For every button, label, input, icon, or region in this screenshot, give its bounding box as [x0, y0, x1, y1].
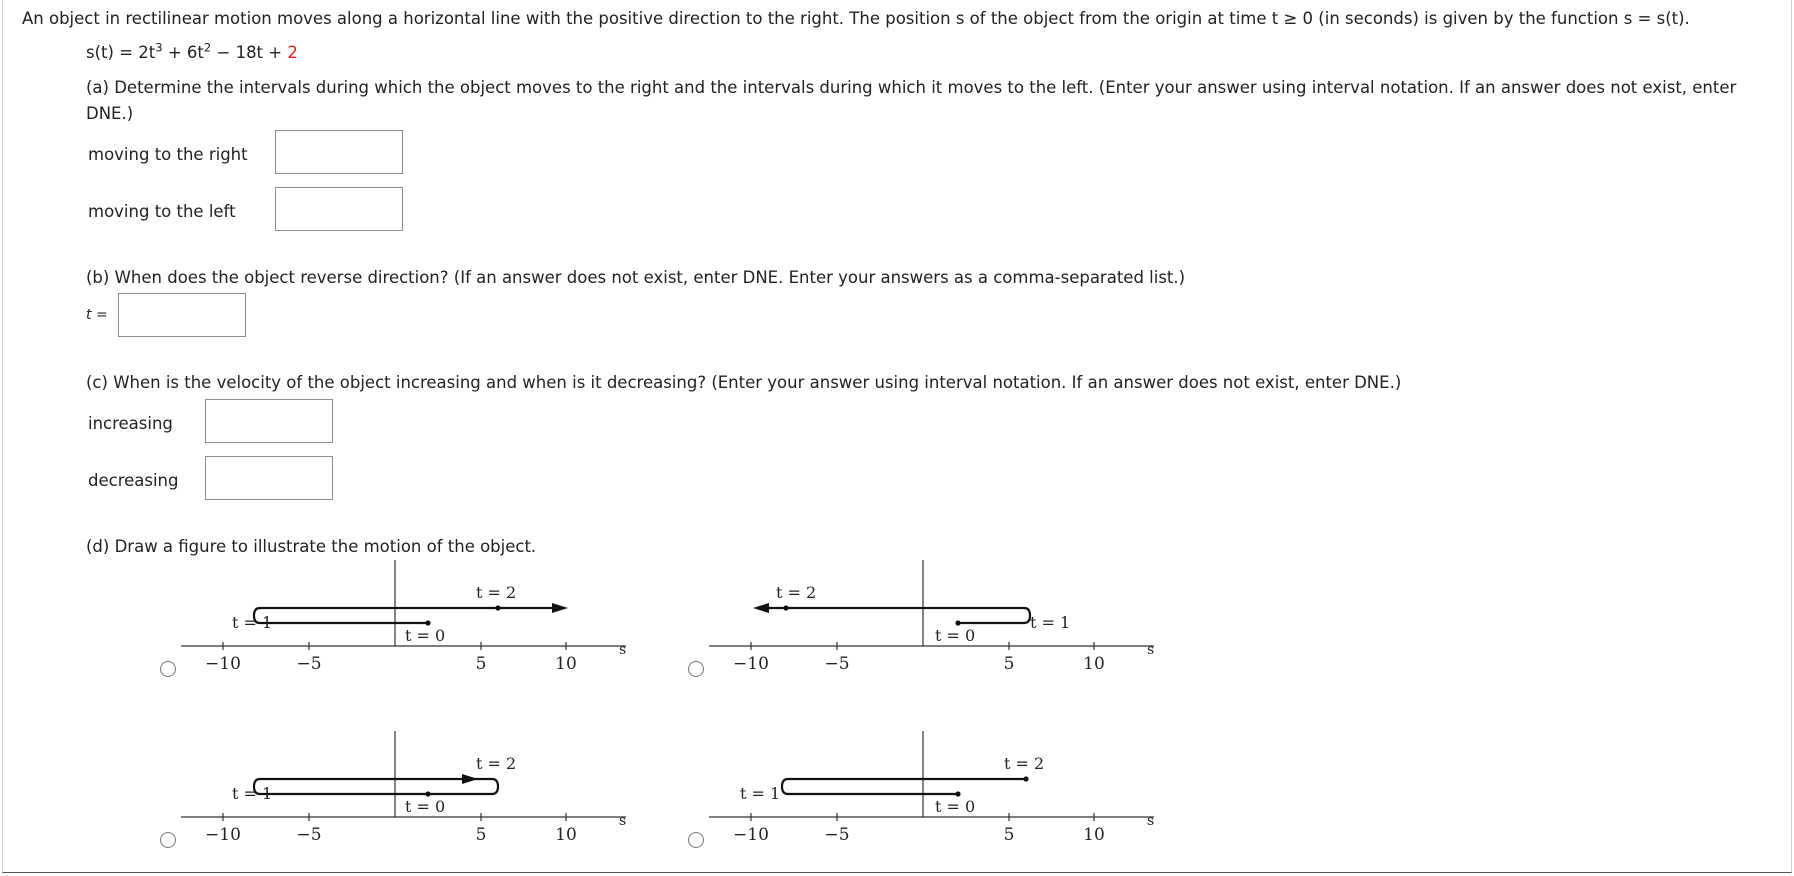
option-c-figure	[176, 731, 636, 851]
decreasing-input[interactable]	[205, 456, 333, 500]
function-constant: 2	[287, 43, 298, 62]
option-a-radio[interactable]	[160, 661, 176, 677]
tick-label-neg5: −5	[296, 825, 322, 845]
moving-left-input[interactable]	[275, 187, 403, 231]
label-t0: t = 0	[935, 797, 976, 816]
function-exp2: 2	[203, 40, 212, 55]
label-t0: t = 0	[405, 797, 446, 816]
axis-variable: s	[619, 813, 627, 829]
axis-variable: s	[1147, 642, 1155, 658]
label-t1: t = 1	[232, 784, 273, 803]
t-equals-label: t =	[86, 307, 108, 323]
part-b-prompt: (b) When does the object reverse direction? (If an answer does not exist, enter DNE. Enter your answers as a comma-separated list.)	[86, 268, 1186, 287]
label-t2: t = 2	[476, 583, 517, 602]
moving-right-label: moving to the right	[88, 145, 248, 164]
tick-label-10: 10	[1083, 654, 1105, 674]
start-dot	[955, 620, 960, 625]
tick-label-10: 10	[555, 825, 577, 845]
option-d-radio[interactable]	[688, 832, 704, 848]
label-t1: t = 1	[740, 784, 781, 803]
tick-label-5: 5	[1003, 654, 1015, 674]
problem-intro: An object in rectilinear motion moves along a horizontal line with the positive direction to the right. The position s of the object from the origin at time t ≥ 0 (in seconds) is given by the function s = s(t).	[22, 9, 1690, 28]
tick-label-neg10: −10	[205, 825, 241, 845]
reverse-direction-input[interactable]	[118, 293, 246, 337]
motion-arrowhead	[753, 603, 769, 613]
function-expression	[86, 40, 298, 62]
label-t0: t = 0	[405, 626, 446, 645]
axis-variable: s	[1147, 813, 1155, 829]
option-d-figure	[704, 731, 1164, 851]
moving-right-input[interactable]	[275, 130, 403, 174]
tick-label-10: 10	[555, 654, 577, 674]
start-dot	[425, 620, 430, 625]
option-b-figure	[704, 560, 1164, 680]
label-t1: t = 1	[1030, 613, 1071, 632]
motion-arrowhead	[462, 774, 478, 784]
part-a-prompt-line1: (a) Determine the intervals during which the object moves to the right and the intervals during which it moves to the left. (Enter your answer using interval notation. If an answer does not exist, enter	[86, 78, 1737, 97]
tick-label-neg10: −10	[733, 654, 769, 674]
axis-variable: s	[619, 642, 627, 658]
t2-dot	[783, 605, 788, 610]
motion-path	[254, 779, 498, 794]
tick-label-neg5: −5	[824, 825, 850, 845]
function-mid1: + 6t	[162, 43, 204, 62]
option-a-figure	[176, 560, 636, 680]
function-exp1: 3	[155, 40, 163, 55]
start-dot	[955, 791, 960, 796]
tick-label-neg5: −5	[296, 654, 322, 674]
motion-path	[782, 779, 1026, 794]
label-t2: t = 2	[776, 583, 817, 602]
decreasing-label: decreasing	[88, 471, 179, 490]
label-t1: t = 1	[232, 613, 273, 632]
increasing-label: increasing	[88, 414, 173, 433]
tick-label-5: 5	[475, 825, 487, 845]
part-d-prompt: (d) Draw a figure to illustrate the motion of the object.	[86, 537, 537, 556]
function-lhs: s(t) = 2t	[86, 43, 156, 62]
label-t2: t = 2	[476, 754, 517, 773]
label-t0: t = 0	[935, 626, 976, 645]
t2-dot	[1023, 776, 1028, 781]
start-dot	[425, 791, 430, 796]
option-b-radio[interactable]	[688, 661, 704, 677]
function-mid2: − 18t +	[211, 43, 288, 62]
increasing-input[interactable]	[205, 399, 333, 443]
motion-path	[254, 608, 556, 623]
tick-label-neg10: −10	[733, 825, 769, 845]
tick-label-5: 5	[475, 654, 487, 674]
tick-label-5: 5	[1003, 825, 1015, 845]
label-t2: t = 2	[1004, 754, 1045, 773]
tick-label-neg10: −10	[205, 654, 241, 674]
tick-label-neg5: −5	[824, 654, 850, 674]
tick-label-10: 10	[1083, 825, 1105, 845]
part-a-prompt-line2: DNE.)	[86, 104, 134, 123]
motion-path	[764, 608, 1030, 623]
moving-left-label: moving to the left	[88, 202, 236, 221]
part-c-prompt: (c) When is the velocity of the object increasing and when is it decreasing? (Enter your answer using interval notation. If an answer does not exist, enter DNE.)	[86, 373, 1402, 392]
motion-arrowhead	[552, 603, 568, 613]
option-c-radio[interactable]	[160, 832, 176, 848]
t2-dot	[495, 605, 500, 610]
